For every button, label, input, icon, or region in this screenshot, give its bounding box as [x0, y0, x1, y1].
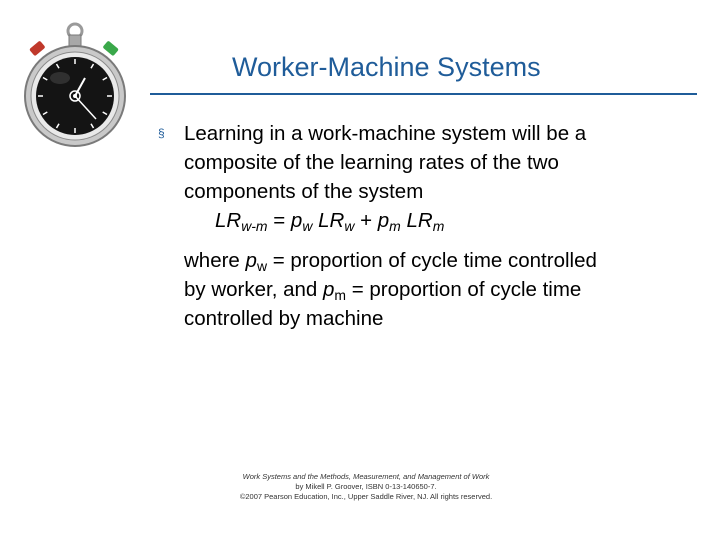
where-line-2-end: = proportion of cycle time — [346, 278, 582, 301]
where-line-1 — [184, 249, 597, 273]
stopwatch-icon — [22, 22, 128, 150]
bullet-marker: § — [158, 126, 165, 140]
where-line-3: controlled by machine — [184, 307, 384, 330]
formula-p-worker-subscript: w — [302, 218, 313, 235]
formula-p-worker: p — [290, 209, 303, 232]
where-line-2-subscript: m — [334, 287, 347, 304]
title-underline — [150, 93, 697, 95]
slide-title: Worker-Machine Systems — [232, 52, 541, 82]
footer-credit — [222, 472, 510, 502]
learning-rate-formula — [215, 209, 444, 233]
where-line-1-subscript: w — [256, 258, 268, 275]
formula-lhs-subscript: w-m — [241, 218, 268, 235]
formula-lr-machine: LR — [400, 209, 433, 232]
formula-plus: + — [354, 209, 378, 232]
footer-copyright: ©2007 Pearson Education, Inc., Upper Saddle River, NJ. All rights reserved. — [239, 492, 493, 501]
where-line-1-end: = proportion of cycle time controlled — [267, 249, 597, 272]
formula-p-machine: p — [377, 209, 390, 232]
where-line-1-p: p — [245, 249, 257, 272]
bullet-line-3: components of the system — [184, 180, 424, 203]
formula-p-machine-subscript: m — [389, 218, 401, 235]
where-line-2-start: by worker, and — [184, 278, 324, 301]
footer-author-isbn: by Mikell P. Groover, ISBN 0-13-140650-7. — [295, 482, 437, 491]
bullet-line-2: composite of the learning rates of the two — [184, 151, 559, 174]
footer-book-title: Work Systems and the Methods, Measurement, and Management of Work — [242, 472, 490, 481]
stopwatch-right-button — [102, 40, 119, 56]
formula-lhs: LR — [215, 209, 242, 232]
formula-lr-worker: LR — [312, 209, 345, 232]
bullet-line-1: Learning in a work-machine system will be a — [184, 122, 587, 145]
formula-lr-worker-subscript: w — [344, 218, 355, 235]
formula-lr-machine-subscript: m — [432, 218, 445, 235]
stopwatch-crown — [69, 35, 81, 46]
where-line-2 — [184, 278, 581, 302]
where-line-2-p: p — [323, 278, 335, 301]
formula-equals: = — [267, 209, 291, 232]
stopwatch-pivot — [73, 94, 77, 98]
where-line-1-start: where — [184, 249, 246, 272]
stopwatch-left-button — [29, 40, 46, 56]
stopwatch-glare — [50, 72, 70, 84]
